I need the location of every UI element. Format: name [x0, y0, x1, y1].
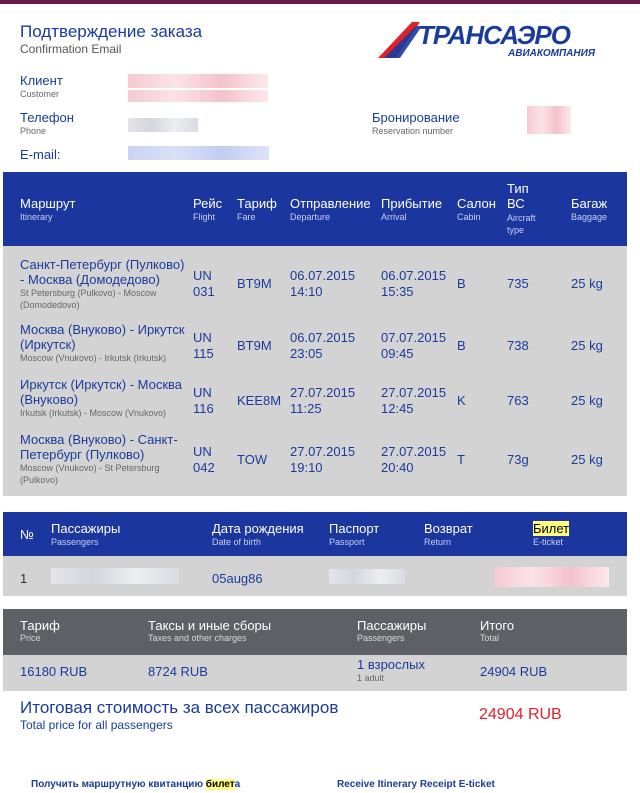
departure-date: 06.07.2015: [290, 268, 356, 283]
passenger-dob: 05aug86: [212, 571, 263, 586]
customer-label: Клиент: [20, 73, 63, 88]
col-pax-en: Passengers: [357, 633, 405, 643]
grand-total-label-en: Total price for all passengers: [20, 718, 173, 732]
page-subtitle: Confirmation Email: [20, 42, 122, 56]
col-departure: Отправление: [290, 196, 371, 211]
route-ru: - Москва (Домодедово): [20, 272, 160, 287]
col-passport-en: Passport: [329, 537, 365, 547]
arrival-date: 07.07.2015: [381, 330, 447, 345]
route-ru: (Иркутск): [20, 337, 76, 352]
col-arrival: Прибытие: [381, 196, 443, 211]
col-ticket-en: E-ticket: [533, 537, 564, 547]
route-en: (Pulkovo): [20, 475, 59, 485]
col-aircraft-en: Aircraft type: [507, 213, 536, 235]
passengers-body: [3, 556, 627, 596]
receipt-link-ru-part: Получить маршрутную квитанцию: [31, 779, 206, 790]
arrival-time: 09:45: [381, 346, 414, 361]
price-header: [3, 609, 627, 655]
phone-label-en: Phone: [20, 126, 47, 136]
fare-amount: 16180 RUB: [20, 664, 88, 679]
receipt-link-ru[interactable]: [31, 779, 240, 790]
itinerary-body: [3, 246, 627, 496]
col-itinerary-en: Itinerary: [20, 212, 53, 222]
passengers-header: [3, 512, 627, 556]
passenger-number: 1: [20, 571, 28, 586]
fare-code: BT9M: [237, 276, 272, 291]
flight-code: UN: [193, 268, 212, 283]
route-ru: Петербург (Пулково): [20, 447, 145, 462]
grand-total-label: Итоговая стоимость за всех пассажиров: [20, 698, 339, 717]
logo-wordmark: ТРАНСАЭРО: [418, 20, 571, 50]
arrival-date: 06.07.2015: [381, 268, 447, 283]
arrival-time: 12:45: [381, 401, 414, 416]
col-price: Тариф: [20, 618, 60, 633]
col-price-en: Price: [20, 633, 41, 643]
route-en: Moscow (Vnukovo) - St Petersburg: [20, 463, 160, 473]
route-en: Moscow (Vnukovo) - Irkutsk (Irkutsk): [20, 353, 167, 363]
taxes-amount: 8724 RUB: [148, 664, 208, 679]
route-en: St Petersburg (Pulkovo) - Moscow: [20, 288, 157, 298]
cabin-class: K: [457, 393, 466, 408]
departure-time: 19:10: [290, 460, 323, 475]
col-pax: Пассажиры: [357, 618, 427, 633]
receipt-link-en[interactable]: Receive Itinerary Receipt E-ticket: [337, 779, 495, 790]
col-ticket: Билет: [533, 521, 570, 536]
top-accent-line: [0, 0, 640, 4]
col-flight-en: Flight: [193, 212, 216, 222]
col-passport: Паспорт: [329, 521, 380, 536]
phone-label: Телефон: [20, 110, 74, 125]
departure-date: 06.07.2015: [290, 330, 356, 345]
cabin-class: B: [457, 338, 466, 353]
route-ru: Иркутск (Иркутск) - Москва: [20, 377, 183, 392]
price-body: [3, 655, 627, 691]
baggage: 25 kg: [571, 393, 603, 408]
route-en: (Domodedovo): [20, 300, 80, 310]
aircraft-type: 763: [507, 393, 529, 408]
route-ru: Санкт-Петербург (Пулково): [20, 257, 185, 272]
baggage: 25 kg: [571, 338, 603, 353]
fare-code: BT9M: [237, 338, 272, 353]
col-total-en: Total: [480, 633, 500, 643]
flight-number: 031: [193, 284, 215, 299]
col-taxes-en: Taxes and other charges: [148, 633, 247, 643]
passenger-name-redacted: [51, 568, 179, 584]
departure-date: 27.07.2015: [290, 444, 356, 459]
customer-name-redacted-2: [128, 90, 268, 102]
aircraft-type: 738: [507, 338, 529, 353]
phone-redacted: [128, 118, 198, 132]
col-dob: Дата рождения: [212, 521, 304, 536]
col-flight: Рейс: [193, 196, 223, 211]
page-title: Подтверждение заказа: [20, 22, 203, 41]
col-taxes: Таксы и иные сборы: [148, 618, 272, 633]
col-passengers: Пассажиры: [51, 521, 121, 536]
col-itinerary: Маршрут: [20, 196, 76, 211]
route-en: Irkutsk (Irkutsk) - Moscow (Vnukovo): [20, 408, 167, 418]
departure-date: 27.07.2015: [290, 385, 356, 400]
flight-number: 042: [193, 460, 215, 475]
col-baggage-en: Baggage: [571, 212, 608, 222]
customer-name-redacted: [128, 74, 268, 88]
aircraft-type: 73g: [507, 452, 529, 467]
flight-code: UN: [193, 444, 212, 459]
ticket-number-redacted: [494, 567, 609, 587]
pax-count: 1 взрослых: [357, 657, 425, 672]
aircraft-type: 735: [507, 276, 529, 291]
fare-code: TOW: [237, 452, 268, 467]
departure-time: 14:10: [290, 284, 323, 299]
col-aircraft: Тип ВС: [507, 181, 529, 211]
col-return-en: Return: [424, 537, 452, 547]
col-fare-en: Fare: [237, 212, 256, 222]
email-redacted: [128, 146, 269, 160]
fare-code: KEE8M: [237, 393, 282, 408]
total-amount: 24904 RUB: [480, 664, 548, 679]
booking-label: Бронирование: [372, 110, 460, 125]
receipt-link-ru-highlight: билет: [205, 779, 235, 790]
col-passengers-en: Passengers: [51, 537, 99, 547]
col-fare: Тариф: [237, 196, 277, 211]
flight-code: UN: [193, 385, 212, 400]
arrival-time: 20:40: [381, 460, 414, 475]
customer-label-en: Customer: [20, 89, 60, 99]
email-label: E-mail:: [20, 147, 61, 162]
flight-number: 116: [193, 401, 214, 416]
route-ru: Москва (Внуково) - Иркутск: [20, 322, 185, 337]
col-cabin-en: Cabin: [457, 212, 481, 222]
col-departure-en: Departure: [290, 212, 331, 222]
itinerary-header: [3, 172, 627, 246]
col-baggage: Багаж: [571, 196, 608, 211]
route-ru: Москва (Внуково) - Санкт-: [20, 432, 178, 447]
col-dob-en: Date of birth: [212, 537, 262, 547]
departure-time: 11:25: [290, 401, 322, 416]
booking-number-redacted: [527, 106, 571, 134]
arrival-date: 27.07.2015: [381, 444, 447, 459]
arrival-date: 27.07.2015: [381, 385, 447, 400]
flight-code: UN: [193, 330, 212, 345]
receipt-link-ru-part: а: [234, 779, 241, 790]
col-return: Возврат: [424, 521, 473, 536]
logo-subtitle: АВИАКОМПАНИЯ: [508, 48, 596, 59]
col-cabin: Салон: [457, 196, 496, 211]
arrival-time: 15:35: [381, 284, 414, 299]
col-total: Итого: [480, 618, 515, 633]
departure-time: 23:05: [290, 346, 323, 361]
grand-total-value: 24904 RUB: [479, 706, 562, 723]
booking-label-en: Reservation number: [372, 126, 454, 136]
col-number: №: [20, 527, 34, 542]
cabin-class: B: [457, 276, 466, 291]
baggage: 25 kg: [571, 452, 603, 467]
flight-number: 115: [193, 346, 214, 361]
col-arrival-en: Arrival: [381, 212, 407, 222]
cabin-class: T: [457, 452, 465, 467]
route-ru: (Внуково): [20, 392, 79, 407]
pax-count-en: 1 adult: [357, 673, 385, 683]
passport-redacted: [329, 569, 405, 584]
baggage: 25 kg: [571, 276, 603, 291]
